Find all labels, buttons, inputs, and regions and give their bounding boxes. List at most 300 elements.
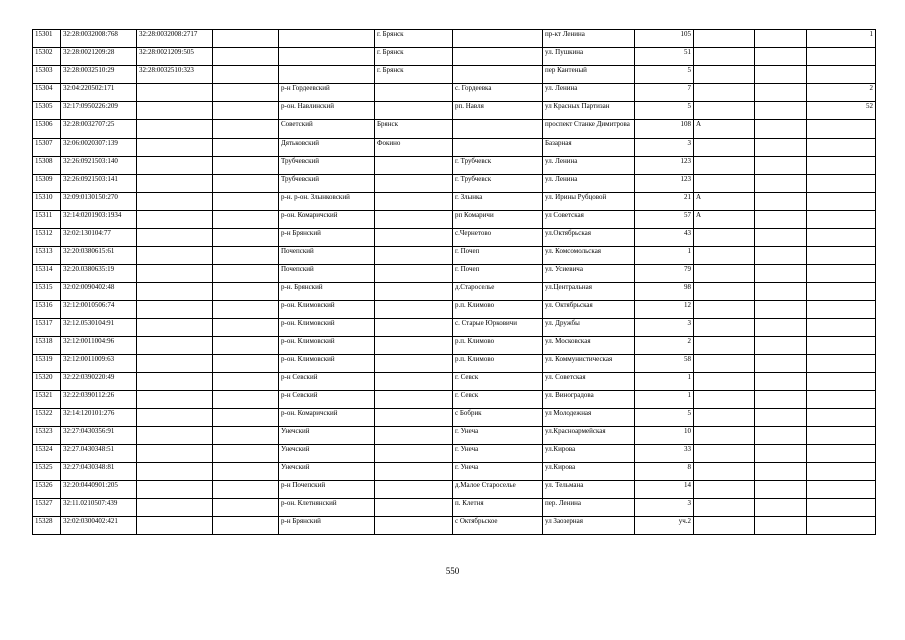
cell-blank1 (213, 391, 279, 409)
cell-cadastral: 32:12:0011009:63 (61, 355, 137, 373)
cell-house: 7 (635, 84, 694, 102)
cell-extra2: 1 (807, 30, 876, 48)
cell-cadastral_prev (137, 355, 213, 373)
cell-district: Унечский (279, 463, 375, 481)
cell-id: 15323 (33, 427, 61, 445)
cell-house: 98 (635, 283, 694, 301)
cell-cadastral: 32:27:0430356:91 (61, 427, 137, 445)
cell-cadastral_prev (137, 319, 213, 337)
cell-district: Почепский (279, 265, 375, 283)
cell-street: ул. Дружбы (543, 319, 635, 337)
cell-id: 15303 (33, 66, 61, 84)
cell-house: 123 (635, 175, 694, 193)
cell-cadastral_prev (137, 139, 213, 157)
cell-blank1 (213, 265, 279, 283)
cell-letter: А (694, 193, 755, 211)
cell-settlement (375, 102, 453, 120)
cell-blank1 (213, 337, 279, 355)
cell-house: 43 (635, 229, 694, 247)
cell-cadastral: 32:12:0011004:96 (61, 337, 137, 355)
cell-locality: р.п. Климово (453, 337, 543, 355)
cell-extra1 (755, 445, 807, 463)
cell-district: Трубчевский (279, 175, 375, 193)
cell-id: 15307 (33, 139, 61, 157)
cell-letter (694, 409, 755, 427)
cell-cadastral_prev (137, 391, 213, 409)
cell-cadastral: 32:22:0390220:49 (61, 373, 137, 391)
cell-extra2 (807, 157, 876, 175)
cell-blank1 (213, 48, 279, 66)
cell-letter (694, 229, 755, 247)
cell-settlement (375, 481, 453, 499)
cell-settlement (375, 84, 453, 102)
cell-cadastral: 32:06:0020307:139 (61, 139, 137, 157)
cell-blank1 (213, 211, 279, 229)
cell-extra1 (755, 517, 807, 535)
cell-letter (694, 355, 755, 373)
cell-house: 10 (635, 427, 694, 445)
cell-letter (694, 139, 755, 157)
cell-id: 15316 (33, 301, 61, 319)
cell-letter (694, 247, 755, 265)
cell-id: 15318 (33, 337, 61, 355)
cell-extra1 (755, 499, 807, 517)
cell-extra2 (807, 337, 876, 355)
cell-settlement (375, 373, 453, 391)
cell-locality: с.Чернетово (453, 229, 543, 247)
cell-street: пер. Ленина (543, 499, 635, 517)
cell-settlement: г. Брянск (375, 30, 453, 48)
cell-locality: г. Унеча (453, 463, 543, 481)
cell-district: Дятьковский (279, 139, 375, 157)
cell-street: ул. Ирины Рубцовой (543, 193, 635, 211)
cell-extra1 (755, 102, 807, 120)
cell-locality: г. Унеча (453, 427, 543, 445)
cell-cadastral_prev: 32:28:0021209:505 (137, 48, 213, 66)
cell-blank1 (213, 120, 279, 139)
cell-extra1 (755, 265, 807, 283)
table-row (33, 48, 876, 66)
cell-letter (694, 66, 755, 84)
cell-house: 51 (635, 48, 694, 66)
cell-locality (453, 30, 543, 48)
table-row (33, 139, 876, 157)
cell-street: ул. Ленина (543, 84, 635, 102)
cell-street: ул Заозерная (543, 517, 635, 535)
cell-district: р-н Севский (279, 373, 375, 391)
cell-extra1 (755, 84, 807, 102)
cell-district: Советский (279, 120, 375, 139)
cell-extra1 (755, 66, 807, 84)
cell-blank1 (213, 445, 279, 463)
table-row (33, 193, 876, 211)
cell-blank1 (213, 499, 279, 517)
cell-locality: п. Клетня (453, 499, 543, 517)
cell-street: ул. Ленина (543, 175, 635, 193)
cell-blank1 (213, 319, 279, 337)
cell-extra1 (755, 355, 807, 373)
cell-cadastral: 32:26:0921503:141 (61, 175, 137, 193)
cell-extra2 (807, 283, 876, 301)
cell-cadastral_prev (137, 499, 213, 517)
cell-settlement (375, 283, 453, 301)
cell-letter (694, 301, 755, 319)
cell-settlement (375, 247, 453, 265)
cell-locality: г. Злынка (453, 193, 543, 211)
cell-settlement (375, 463, 453, 481)
cell-street: ул.Октябрьская (543, 229, 635, 247)
cell-letter (694, 30, 755, 48)
cell-house: 108 (635, 120, 694, 139)
cell-locality (453, 48, 543, 66)
cell-extra1 (755, 373, 807, 391)
cell-extra1 (755, 175, 807, 193)
table-row (33, 175, 876, 193)
cell-district (279, 30, 375, 48)
cell-extra2 (807, 319, 876, 337)
table-row (33, 84, 876, 102)
cell-letter (694, 319, 755, 337)
page-number: 550 (445, 566, 460, 576)
cell-id: 15328 (33, 517, 61, 535)
cell-house: 8 (635, 463, 694, 481)
cell-settlement: Фокино (375, 139, 453, 157)
cell-extra1 (755, 139, 807, 157)
cell-house: 5 (635, 409, 694, 427)
cell-extra1 (755, 211, 807, 229)
cell-extra2 (807, 481, 876, 499)
cell-cadastral_prev (137, 157, 213, 175)
cell-cadastral: 32:02:130104:77 (61, 229, 137, 247)
cell-extra2 (807, 48, 876, 66)
table-row (33, 211, 876, 229)
cell-cadastral_prev (137, 463, 213, 481)
cell-settlement (375, 175, 453, 193)
cell-house: 123 (635, 157, 694, 175)
cell-id: 15315 (33, 283, 61, 301)
cell-cadastral: 32:02:0090402:48 (61, 283, 137, 301)
cell-extra1 (755, 283, 807, 301)
cell-street: ул Молодежная (543, 409, 635, 427)
cell-cadastral: 32:28:0021209:28 (61, 48, 137, 66)
cell-district: р-он. Климовский (279, 355, 375, 373)
cell-street: ул.Кирова (543, 445, 635, 463)
cell-cadastral: 32:28:0032008:768 (61, 30, 137, 48)
cell-letter (694, 84, 755, 102)
cell-district: р-н Брянский (279, 229, 375, 247)
cell-cadastral: 32:27:0430348:81 (61, 463, 137, 481)
cell-extra2 (807, 499, 876, 517)
cell-district: Почепский (279, 247, 375, 265)
cell-id: 15313 (33, 247, 61, 265)
cell-id: 15322 (33, 409, 61, 427)
table-row (33, 265, 876, 283)
cell-settlement (375, 229, 453, 247)
cell-cadastral: 32:26:0921503:140 (61, 157, 137, 175)
cell-extra2 (807, 229, 876, 247)
cell-locality: д.Малое Староселье (453, 481, 543, 499)
cell-locality: г. Почеп (453, 247, 543, 265)
cell-district: р-он. Климовский (279, 337, 375, 355)
cell-settlement (375, 355, 453, 373)
cell-letter (694, 499, 755, 517)
cell-cadastral_prev (137, 517, 213, 535)
cell-locality (453, 139, 543, 157)
cell-locality: с Бобрик (453, 409, 543, 427)
cell-letter (694, 157, 755, 175)
cell-house: 5 (635, 102, 694, 120)
cell-cadastral_prev (137, 409, 213, 427)
cell-extra2 (807, 120, 876, 139)
cell-street: ул. Тельмана (543, 481, 635, 499)
cell-extra2 (807, 301, 876, 319)
cell-cadastral: 32:20:0380615:61 (61, 247, 137, 265)
cell-locality: р.п. Климово (453, 301, 543, 319)
cell-district (279, 48, 375, 66)
cell-extra1 (755, 427, 807, 445)
cell-extra2 (807, 175, 876, 193)
cell-street: ул.Центральная (543, 283, 635, 301)
cell-street: ул Красных Партизан (543, 102, 635, 120)
cell-extra1 (755, 409, 807, 427)
cell-blank1 (213, 84, 279, 102)
cell-locality: г. Почеп (453, 265, 543, 283)
cell-letter (694, 337, 755, 355)
cell-house: 14 (635, 481, 694, 499)
cell-blank1 (213, 66, 279, 84)
cell-extra1 (755, 157, 807, 175)
cell-extra1 (755, 463, 807, 481)
cell-street: ул. Советская (543, 373, 635, 391)
cell-locality: г. Севск (453, 391, 543, 409)
cell-extra2 (807, 247, 876, 265)
cell-house: 3 (635, 319, 694, 337)
cell-id: 15306 (33, 120, 61, 139)
cell-extra2 (807, 355, 876, 373)
cell-id: 15302 (33, 48, 61, 66)
cell-cadastral_prev: 32:28:0032510:323 (137, 66, 213, 84)
cell-house: 3 (635, 139, 694, 157)
cell-house: уч.2 (635, 517, 694, 535)
cell-locality: р.п. Климово (453, 355, 543, 373)
table-row (33, 30, 876, 48)
cell-district: р-н. Брянский (279, 283, 375, 301)
cell-locality: д.Староселье (453, 283, 543, 301)
cell-cadastral: 32:02:0300402:421 (61, 517, 137, 535)
cell-blank1 (213, 139, 279, 157)
table-row (33, 157, 876, 175)
table-row (33, 481, 876, 499)
cell-house: 3 (635, 499, 694, 517)
cell-id: 15319 (33, 355, 61, 373)
cell-settlement: г. Брянск (375, 48, 453, 66)
cell-blank1 (213, 463, 279, 481)
cell-letter (694, 102, 755, 120)
cell-district: р-он. Клетнянский (279, 499, 375, 517)
cell-letter (694, 175, 755, 193)
cell-street: ул. Виноградова (543, 391, 635, 409)
table-row (33, 391, 876, 409)
cell-house: 58 (635, 355, 694, 373)
cell-locality: г. Унеча (453, 445, 543, 463)
cell-house: 12 (635, 301, 694, 319)
table-row (33, 102, 876, 120)
cell-id: 15320 (33, 373, 61, 391)
table-row (33, 373, 876, 391)
table-row (33, 409, 876, 427)
cell-house: 33 (635, 445, 694, 463)
cell-street: ул. Усиевича (543, 265, 635, 283)
cell-street: ул. Комсомольская (543, 247, 635, 265)
cell-cadastral: 32:20:0440901:205 (61, 481, 137, 499)
cell-street: Базарная (543, 139, 635, 157)
cell-cadastral: 32:12:0010506:74 (61, 301, 137, 319)
cell-cadastral: 32:28:0032510:29 (61, 66, 137, 84)
cell-id: 15309 (33, 175, 61, 193)
cell-letter: А (694, 120, 755, 139)
cell-house: 5 (635, 66, 694, 84)
cell-extra2 (807, 66, 876, 84)
cell-blank1 (213, 409, 279, 427)
cell-blank1 (213, 373, 279, 391)
cell-extra2 (807, 409, 876, 427)
cell-extra2 (807, 463, 876, 481)
cell-settlement (375, 445, 453, 463)
cell-blank1 (213, 301, 279, 319)
cell-street: ул. Октябрьская (543, 301, 635, 319)
cell-extra2 (807, 427, 876, 445)
cell-house: 57 (635, 211, 694, 229)
cell-locality: г. Трубчевск (453, 157, 543, 175)
cell-cadastral_prev (137, 481, 213, 499)
cell-cadastral: 32:12.0530104:91 (61, 319, 137, 337)
cell-cadastral_prev (137, 84, 213, 102)
cell-extra1 (755, 481, 807, 499)
cell-street: ул. Коммунистическая (543, 355, 635, 373)
cell-locality: рп Комаричи (453, 211, 543, 229)
cell-cadastral_prev (137, 193, 213, 211)
cell-cadastral: 32:17:0950226:209 (61, 102, 137, 120)
cell-district: р-н Почепский (279, 481, 375, 499)
cell-blank1 (213, 229, 279, 247)
cell-cadastral: 32:14:0201903:1934 (61, 211, 137, 229)
cell-blank1 (213, 102, 279, 120)
table-row (33, 337, 876, 355)
cell-house: 21 (635, 193, 694, 211)
cell-cadastral: 32:11.0210507:439 (61, 499, 137, 517)
cell-district: р-он. Комаричский (279, 409, 375, 427)
table-row (33, 301, 876, 319)
table-row (33, 66, 876, 84)
cell-blank1 (213, 175, 279, 193)
cell-district: р-он. Климовский (279, 301, 375, 319)
cell-blank1 (213, 283, 279, 301)
cell-extra1 (755, 229, 807, 247)
cell-street: проспект Станке Димитрова (543, 120, 635, 139)
cell-id: 15310 (33, 193, 61, 211)
cell-cadastral_prev (137, 265, 213, 283)
cell-house: 1 (635, 391, 694, 409)
cell-extra2 (807, 139, 876, 157)
cell-cadastral_prev (137, 445, 213, 463)
cell-district: р-он. Навлинский (279, 102, 375, 120)
cell-settlement (375, 409, 453, 427)
cell-street: ул Советская (543, 211, 635, 229)
cell-settlement (375, 157, 453, 175)
cell-cadastral: 32:14:120101:276 (61, 409, 137, 427)
table-row (33, 355, 876, 373)
table-row (33, 463, 876, 481)
cell-cadastral_prev (137, 427, 213, 445)
cell-cadastral: 32:28:0032707:25 (61, 120, 137, 139)
cell-extra2: 52 (807, 102, 876, 120)
registry-table (32, 29, 876, 535)
cell-settlement (375, 211, 453, 229)
cell-district: Трубчевский (279, 157, 375, 175)
cell-id: 15301 (33, 30, 61, 48)
cell-letter (694, 427, 755, 445)
cell-settlement (375, 427, 453, 445)
cell-cadastral: 32:22:0390112:26 (61, 391, 137, 409)
cell-id: 15311 (33, 211, 61, 229)
cell-letter (694, 517, 755, 535)
cell-district: р-он. Комаричский (279, 211, 375, 229)
cell-house: 1 (635, 373, 694, 391)
table-row (33, 445, 876, 463)
cell-house: 105 (635, 30, 694, 48)
cell-street: ул.Кирова (543, 463, 635, 481)
cell-settlement: Брянск (375, 120, 453, 139)
cell-extra1 (755, 391, 807, 409)
cell-locality (453, 120, 543, 139)
cell-locality: рп. Навля (453, 102, 543, 120)
cell-extra2 (807, 445, 876, 463)
cell-settlement (375, 337, 453, 355)
cell-settlement (375, 499, 453, 517)
cell-district: р-он. Климовский (279, 319, 375, 337)
cell-cadastral_prev (137, 102, 213, 120)
cell-cadastral: 32:04:220502:171 (61, 84, 137, 102)
cell-extra1 (755, 337, 807, 355)
cell-district: Унечский (279, 427, 375, 445)
table-row (33, 319, 876, 337)
cell-blank1 (213, 517, 279, 535)
cell-locality: с Октябрьское (453, 517, 543, 535)
cell-street: ул.Красноармейская (543, 427, 635, 445)
cell-blank1 (213, 157, 279, 175)
cell-cadastral_prev (137, 175, 213, 193)
cell-district: р-н Севский (279, 391, 375, 409)
cell-district: р-н Гордеевский (279, 84, 375, 102)
cell-street: ул. Московская (543, 337, 635, 355)
cell-house: 1 (635, 247, 694, 265)
cell-id: 15326 (33, 481, 61, 499)
table-row (33, 229, 876, 247)
cell-settlement (375, 391, 453, 409)
cell-locality: г. Трубчевск (453, 175, 543, 193)
cell-extra2 (807, 373, 876, 391)
cell-id: 15317 (33, 319, 61, 337)
table-row (33, 517, 876, 535)
cell-cadastral: 32:27.0430348:51 (61, 445, 137, 463)
cell-id: 15327 (33, 499, 61, 517)
cell-settlement (375, 193, 453, 211)
cell-blank1 (213, 30, 279, 48)
cell-blank1 (213, 193, 279, 211)
table-row (33, 499, 876, 517)
cell-letter (694, 283, 755, 301)
cell-locality: с. Старые Юрковичи (453, 319, 543, 337)
